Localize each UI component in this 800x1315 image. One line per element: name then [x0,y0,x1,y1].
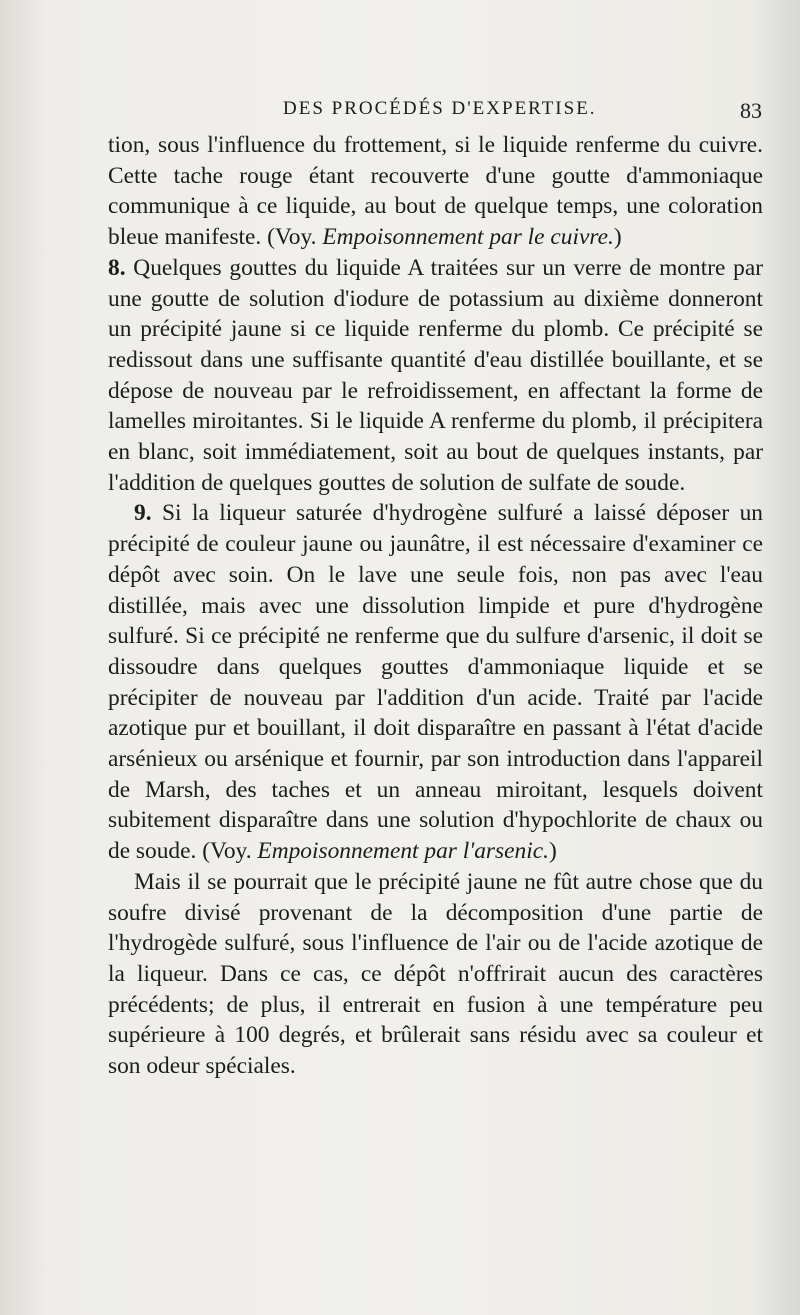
paragraph-text: Mais il se pourrait que le précipité jaune ne fût autre chose que du soufre divisé provenant de la décomposition d'une partie de l'hydrogède sulfuré, sous l'influence de l'air ou de l'acide azotique de la liqueur. Dans ce cas, ce dépôt n'offrirait aucun des caractères précédents; de plus, il entrerait en fusion à une température peu supérieure à 100 degrés, et brûlerait sans résidu avec sa couleur et son odeur spéciales. [108,868,763,1080]
paragraph-text: tion, sous l'influence du frottement, si le liquide renferme du cuivre. Cette tache rouge étant recouverte d'une goutte d'ammoniaque communique à ce liquide, au bout de quelque temps, une coloration bleue manifeste. (Voy. [108,132,763,251]
paragraph-9 [108,498,763,866]
body-text [108,130,763,1082]
paragraph-text: Si la liqueur saturée d'hydrogène sulfuré a laissé déposer un précipité de couleur jaune ou jaunâtre, il est nécessaire d'examiner ce dépôt avec soin. On le lave une seule fois, non pas avec l'eau distillée, mais avec une dissolution limpide et pure d'hydrogène sulfuré. Si ce précipité ne renferme que du sulfure d'arsenic, il doit se dissoudre dans quelques gouttes d'ammoniaque liquide et se précipiter de nouveau par l'addition d'un acide. Traité par l'acide azotique pur et bouillant, il doit disparaître en passant à l'état d'acide arsénieux ou arsénique et fournir, par son introduction dans l'appareil de Marsh, des taches et un anneau miroitant, lesquels doivent subitement disparaître dans une solution d'hypochlorite de chaux ou de soude. (Voy. [108,500,763,865]
paragraph-final [108,867,763,1082]
page-number: 83 [740,98,762,123]
paragraph-number: 9. [134,500,152,527]
paragraph-8 [108,253,763,499]
paragraph-text: Quelques gouttes du liquide A traitées sur un verre de montre par une goutte de solution d'iodure de potassium au dixième donneront un précipité jaune si ce liquide renferme du plomb. Ce précipité se redissout dans une suffisante quantité d'eau distillée bouillante, et se dépose de nouveau par le refroidissement, en affectant la forme de lamelles miroitantes. Si le liquide A renferme du plomb, il précipitera en blanc, soit immédiatement, soit au bout de quelques instants, par l'addition de quelques gouttes de solution de sulfate de soude. [108,254,763,496]
running-head [105,98,766,128]
running-title: DES PROCÉDÉS D'EXPERTISE. [283,98,597,119]
cross-reference: Empoisonnement par le cuivre. [322,224,614,251]
paragraph-continuation [108,130,763,253]
paragraph-text-end: ) [548,838,557,865]
cross-reference: Empoisonnement par l'arsenic. [257,838,549,865]
paragraph-number: 8. [108,254,126,281]
paragraph-text-end: ) [613,224,622,251]
